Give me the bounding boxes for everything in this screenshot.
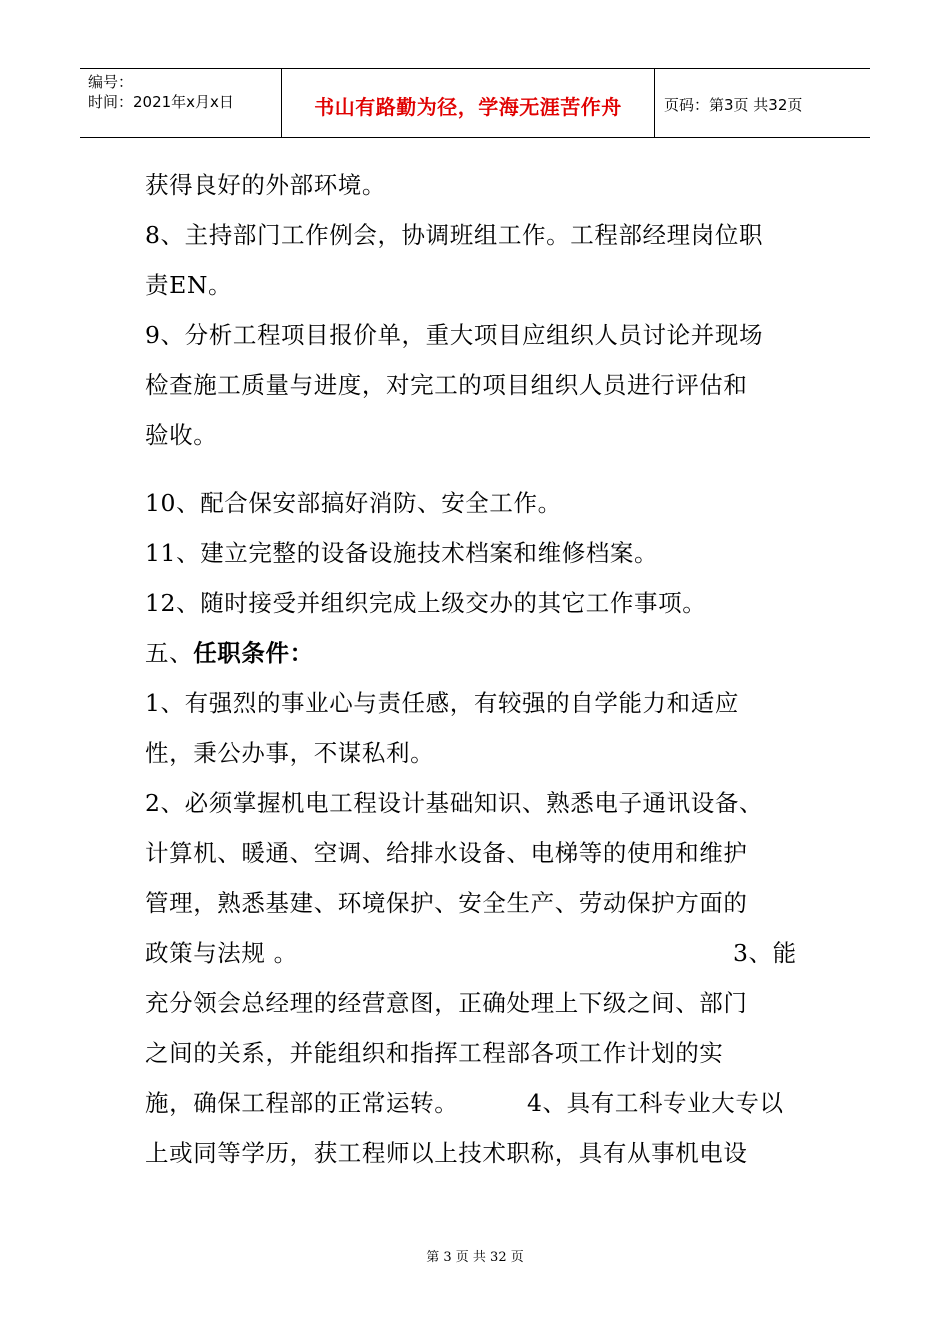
body-line: 3、能 <box>733 939 797 967</box>
body-line: 8、主持部门工作例会，协调班组工作。工程部经理岗位职 <box>145 221 764 249</box>
body-line: 1、有强烈的事业心与责任感，有较强的自学能力和适应 <box>145 689 739 717</box>
body-line: 管理，熟悉基建、环境保护、安全生产、劳动保护方面的 <box>145 889 748 917</box>
body-line: 2、必须掌握机电工程设计基础知识、熟悉电子通讯设备、 <box>145 789 764 817</box>
body-line: 责EN。 <box>145 271 233 299</box>
header-motto-cell <box>281 69 655 137</box>
section-prefix: 五、 <box>145 639 194 667</box>
body-line: 9、分析工程项目报价单，重大项目应组织人员讨论并现场 <box>145 321 764 349</box>
body-line: 施，确保工程部的正常运转。 <box>145 1089 459 1117</box>
section-title: 任职条件： <box>193 639 314 667</box>
header-motto: 书山有路勤为径，学海无涯苦作舟 <box>314 95 622 119</box>
body-line: 10、配合保安部搞好消防、安全工作。 <box>145 489 562 517</box>
body-line: 检查施工质量与进度，对完工的项目组织人员进行评估和 <box>145 371 748 399</box>
section-heading <box>145 638 314 668</box>
header-page-cell <box>654 69 870 137</box>
page-header <box>80 68 870 138</box>
body-line: 政策与法规 。 <box>145 939 298 967</box>
document-date: 时间：2021年x月x日 <box>88 93 234 111</box>
body-line: 4、具有工科专业大专以 <box>527 1089 784 1117</box>
body-line: 获得良好的外部环境。 <box>145 171 386 199</box>
body-line: 上或同等学历，获工程师以上技术职称，具有从事机电设 <box>145 1139 748 1167</box>
body-line: 11、建立完整的设备设施技术档案和维修档案。 <box>145 539 659 567</box>
body-line: 12、随时接受并组织完成上级交办的其它工作事项。 <box>145 589 707 617</box>
body-line: 计算机、暖通、空调、给排水设备、电梯等的使用和维护 <box>145 839 748 867</box>
page-footer: 第 3 页 共 32 页 <box>426 1250 524 1265</box>
body-line: 之间的关系，并能组织和指挥工程部各项工作计划的实 <box>145 1039 724 1067</box>
header-left-cell <box>80 69 281 137</box>
body-line: 充分领会总经理的经营意图，正确处理上下级之间、部门 <box>145 989 748 1017</box>
body-line: 性，秉公办事，不谋私利。 <box>145 739 435 767</box>
header-page-number: 页码：第3页 共32页 <box>664 96 803 114</box>
body-line: 验收。 <box>145 421 218 449</box>
document-code-label: 编号： <box>88 73 134 91</box>
